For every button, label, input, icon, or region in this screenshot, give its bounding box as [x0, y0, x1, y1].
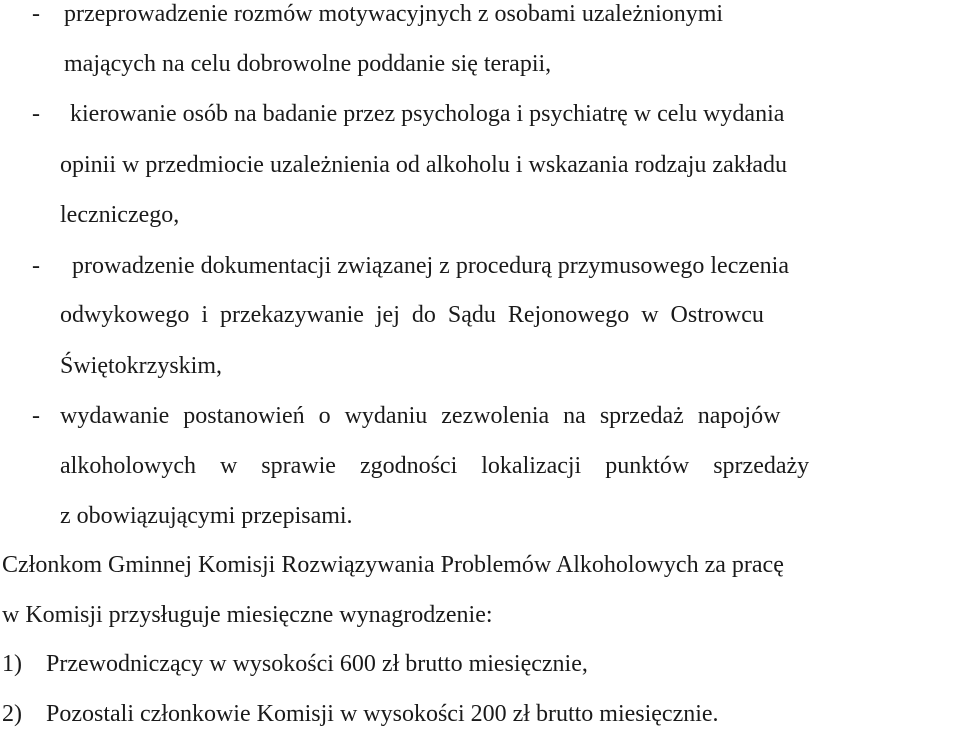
paragraph-line-1: Członkom Gminnej Komisji Rozwiązywania Problemów Alkoholowych za pracę	[2, 552, 784, 578]
duty-4-line-3: z obowiązującymi przepisami.	[60, 503, 353, 529]
remuneration-item-2: Pozostali członkowie Komisji w wysokości 200 zł brutto miesięcznie.	[46, 701, 719, 727]
duty-2-line-2: opinii w przedmiocie uzależnienia od alkoholu i wskazania rodzaju zakładu	[60, 152, 788, 178]
duty-4-line-1: wydawanie postanowień o wydaniu zezwolenia na sprzedaż napojów	[60, 403, 781, 429]
list-dash: -	[32, 253, 40, 279]
text-line: przeprowadzenie rozmów motywacyjnych z osobami uzależnionymi	[64, 1, 724, 27]
list-number: 1)	[2, 651, 22, 677]
duty-2-line-3: leczniczego,	[60, 202, 180, 228]
duty-3-line-3: Świętokrzyskim,	[60, 353, 222, 379]
remuneration-item-1: Przewodniczący w wysokości 600 zł brutto miesięcznie,	[46, 651, 588, 677]
list-number: 2)	[2, 701, 22, 727]
duty-3-line-1: prowadzenie dokumentacji związanej z procedurą przymusowego leczenia	[72, 253, 789, 279]
list-dash: -	[32, 101, 40, 127]
list-dash: -	[32, 1, 40, 27]
duty-2-line-1: kierowanie osób na badanie przez psychologa i psychiatrę w celu wydania	[70, 101, 785, 127]
duty-4-line-2: alkoholowych w sprawie zgodności lokalizacji punktów sprzedaży	[60, 453, 810, 479]
list-dash: -	[32, 403, 40, 429]
duty-3-line-2: odwykowego i przekazywanie jej do Sądu Rejonowego w Ostrowcu	[60, 302, 764, 328]
paragraph-line-2: w Komisji przysługuje miesięczne wynagrodzenie:	[2, 602, 493, 628]
duty-1-line-1	[64, 0, 956, 28]
duty-1-line-2: mających na celu dobrowolne poddanie się terapii,	[64, 51, 552, 77]
